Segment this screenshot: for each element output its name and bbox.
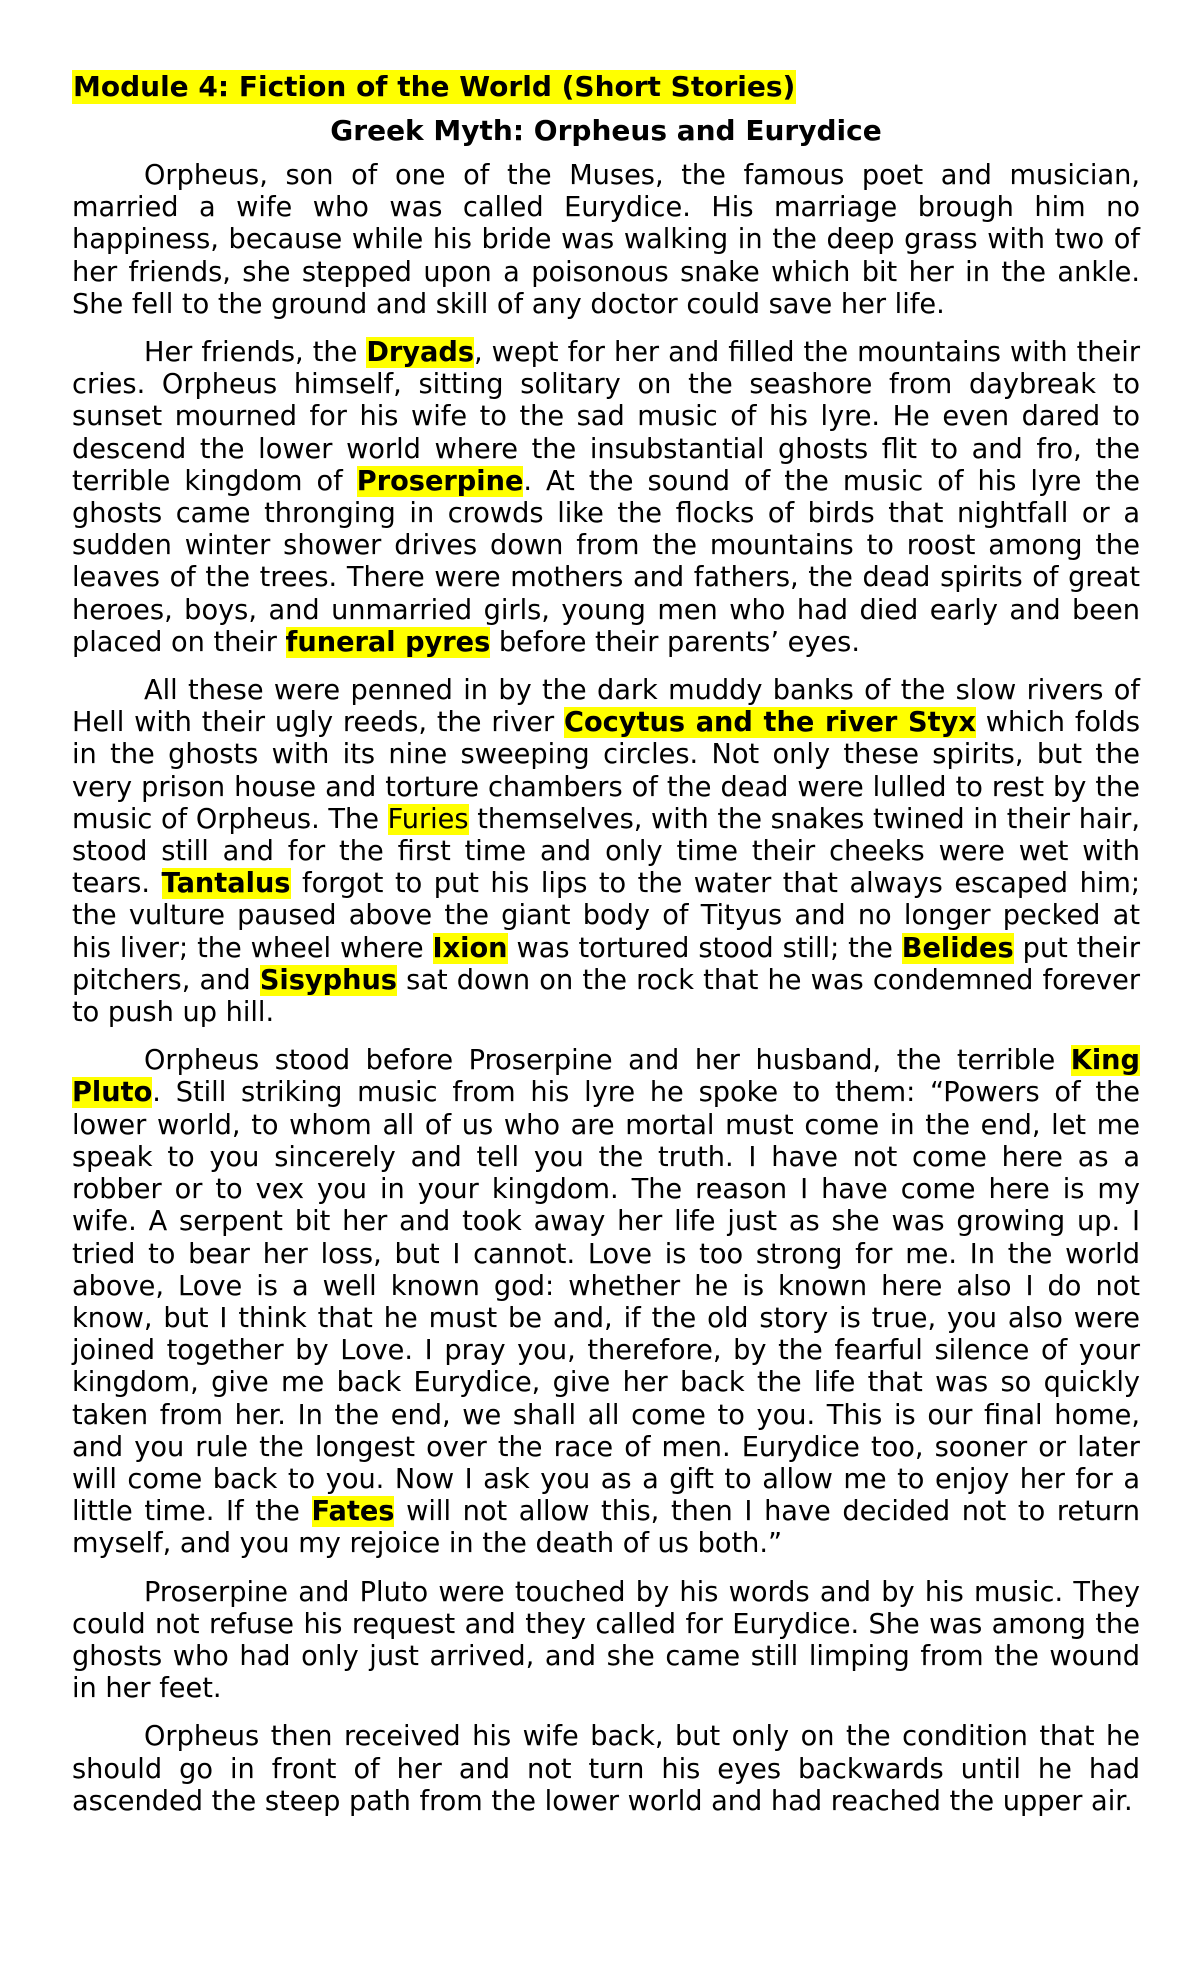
highlight-tantalus: Tantalus [161,868,291,900]
paragraph-text: will not allow this, then I have decided not to return myself, and you my rejoice in the death of us both.” [72,1496,1140,1560]
document-page [72,70,1140,1834]
highlight-sisyphus: Sisyphus [259,964,397,996]
highlight-funeral-pyres: funeral pyres [285,626,491,658]
highlight-ixion: Ixion [432,932,508,964]
highlight-cocytus-styx: Cocytus and the river Styx [564,707,976,739]
highlight-belides: Belides [901,932,1014,964]
paragraph-text: , wept for her and filled the mountains with their cries. Orpheus himself, sitting solitary on the seashore from daybreak to sunset mourned for his wife to the sad music of his lyre. He even dared to descend the lower world where the insubstantial ghosts flit to and fro, the terrible kingdom of [72,337,1141,497]
paragraph-text: Orpheus then received his wife back, but only on the condition that he should go in front of her and not turn his eyes backwards until he had ascended the steep path from the lower world and had reached the upper air. [72,1721,1140,1817]
paragraph-5 [72,1577,1140,1706]
highlight-dryads: Dryads [366,337,475,369]
paragraph-text: Orpheus stood before Proserpine and her husband, the terrible [144,1045,1071,1077]
paragraph-4 [72,1045,1140,1560]
paragraph-text: All these were penned in by the dark muddy banks of the slow rivers of Hell with their ugly reeds, the river [72,675,1140,739]
highlight-king-pluto: King Pluto [72,1045,1140,1109]
paragraph-text: Proserpine and Pluto were touched by his words and by his music. They could not refuse his request and they called for Eurydice. She was among the ghosts who had only just arrived, and she came still limping from the wound in her feet. [72,1576,1140,1705]
story-title: Greek Myth: Orpheus and Eurydice [330,114,882,147]
paragraph-3 [72,675,1140,1029]
highlight-fates: Fates [311,1496,395,1528]
paragraph-text: Orpheus, son of one of the Muses, the famous poet and musician, married a wife who was called Eurydice. His marriage brough him no happiness, because while his bride was walking in the deep grass with two of her friends, she stepped upon a poisonous snake which bit her in the ankle. She fell to the ground and skill of any doctor could save her life. [72,160,1140,320]
paragraph-text: forgot to put his lips to the water that always escaped him; the vulture paused above the giant body of Tityus and no longer pecked at his liver; the wheel where [72,868,1140,964]
paragraph-text: themselves, with the snakes twined in their hair, stood still and for the first time and only time their cheeks were wet with tears. [72,803,1140,900]
paragraph-text: put their pitchers, and [72,932,1141,996]
paragraph-1 [72,160,1140,321]
paragraph-text: . At the sound of the music of his lyre the ghosts came thronging in crowds like the flocks of birds that nightfall or a sudden winter shower drives down from the mountains to roost among the leaves of the trees. There were mothers and fathers, the dead spirits of great heroes, boys, and unmarried girls, young men who had died early and been placed on their [72,465,1140,658]
paragraph-text: before their parents’ eyes. [490,626,860,658]
paragraph-6 [72,1721,1140,1818]
paragraph-text: . Still striking music from his lyre he spoke to them: “Powers of the lower world, to whom all of us who are mortal must come in the end, let me speak to you sincerely and tell you the truth. I have not come here as a robber or to vex you in your kingdom. The reason I have come here is my wife. A serpent bit her and took away her life just as she was growing up. I tried to bear her loss, but I cannot. Love is too strong for me. In the world above, Love is a well known god: whether he is known here also I do not know, but I think that he must be and, if the old story is true, you also were joined together by Love. I pray you, therefore, by the fearful silence of your kingdom, give me back Eurydice, give her back the life that was so quickly taken from her. In the end, we shall all come to you. This is our final home, and you rule the longest over the race of men. Eurydice too, sooner or later will come back to you. Now I ask you as a gift to allow me to enjoy her for a little time. If the [72,1077,1140,1528]
module-title: Module 4: Fiction of the World (Short Stories) [73,70,796,103]
highlight-proserpine: Proserpine [356,465,524,497]
highlight-furies: Furies [387,803,469,835]
paragraph-text: was tortured stood still; the [507,932,902,964]
paragraph-text: sat down on the rock that he was condemned forever to push up hill. [72,964,1141,1029]
paragraph-2 [72,337,1140,659]
paragraph-text: Her friends, the [144,337,367,369]
paragraph-text: which folds in the ghosts with its nine sweeping circles. Not only these spirits, but the very prison house and torture chambers of the dead were lulled to rest by the music of Orpheus. The [72,707,1141,835]
